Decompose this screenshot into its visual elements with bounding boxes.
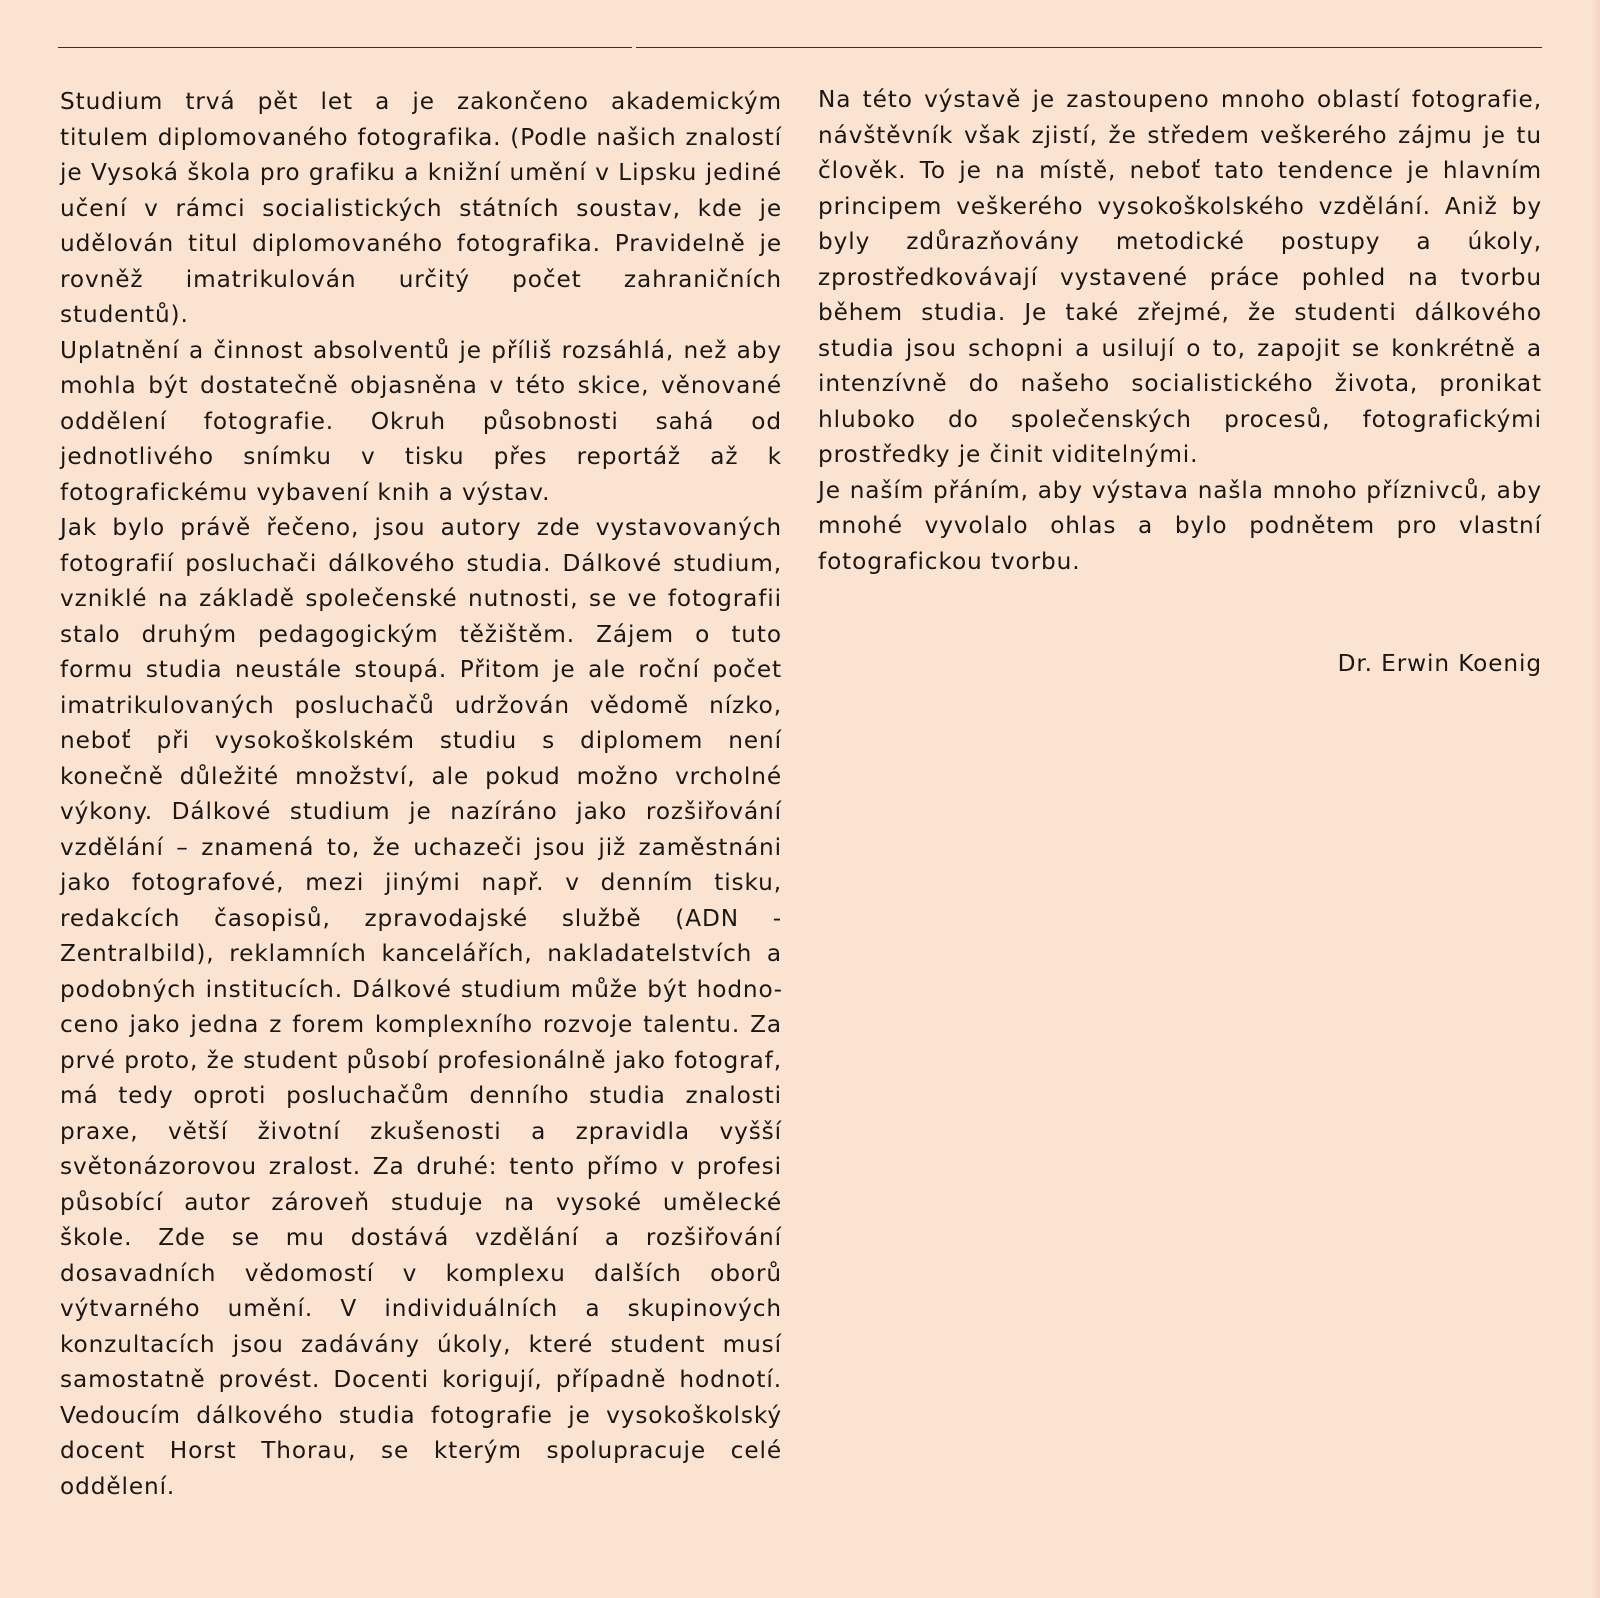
paragraph: Na této výstavě je zastoupeno mnoho oblastí fotografie, návštěvník však zjistí, že středem veškerého zájmu je tu člověk. To je na místě, neboť tato tendence je hlavním principem veškerého vysokoškolského vzdělání. Aniž by byly zdůrazňovány metodické postupy a úkoly, zprostředkovávají vystavené práce pohled na tvorbu během studia. Je také zřejmé, že studenti dálkového studia jsou schopni a usilují o to, zapojit se konkrétně a intenzívně do našeho socialistického života, pronikat hluboko do společenských procesů, fotografickými prostředky je činit viditelnými. (818, 86, 1542, 468)
top-rule-right (636, 47, 1542, 48)
top-rule-left (58, 47, 632, 48)
paragraph: Jak bylo právě řečeno, jsou autory zde vystavovaných fotografií posluchači dálkového studia. Dálkové studium, vzniklé na základě společenské nutnosti, se ve fotografii stalo druhým pedagogickým těžištěm. Zájem o tuto formu studia neustále stoupá. Přitom je ale roční počet imatrikulovaných posluchačů udržován vědomě nízko, neboť při vysokoškolském studiu s diplomem není konečně důležité množství, ale pokud možno vrcholné výkony. Dálkové studium je nazíráno jako rozšiřování vzdělání – znamená to, že uchazeči jsou již zaměstnáni jako fotografové, mezi jinými např. v denním tisku, redakcích časopisů, zpravodajské službě (ADN - Zentralbild), reklamních kancelářích, nakladatelstvích a podobných institucích. Dálkové studium může být hodnoceno jako jedna z forem komplexního rozvoje talentu. Za prvé proto, že student působí profesionálně jako fotograf, má tedy oproti posluchačům denního studia znalosti praxe, větší životní zkušenosti a zpravidla vyšší světonázorovou zralost. Za druhé: tento přímo v profesi působící autor zároveň studuje na vysoké umělecké škole. Zde se mu dostává vzdělání a rozšiřování dosavadních vědomostí v komplexu dalších oborů výtvarného umění. V individuálních a skupinových konzultacích jsou zadávány úkoly, které student musí samostatně provést. Docenti korigují, případně hodnotí. Vedoucím dálkového studia fotografie je vysokoškolský docent Horst Thorau, se kterým spolupracuje celé oddělení. (60, 514, 782, 1500)
paragraph: Studium trvá pět let a je zakončeno akademickým titulem diplomovaného fotografika. (Podle našich znalostí je Vysoká škola pro grafiku a knižní umění v Lipsku jediné učení v rámci socialistických státních soustav, kde je udělován titul diplomovaného fotografika. Pravidelně je rovněž imatrikulován určitý počet zahraničních studentů). (60, 88, 782, 328)
author-signature: Dr. Erwin Koenig (1337, 650, 1542, 677)
right-text-column (818, 82, 1542, 579)
page-edge (1592, 0, 1600, 1598)
paragraph: Je naším přáním, aby výstava našla mnoho příznivců, aby mnohé vyvolalo ohlas a bylo podnětem pro vlastní fotografickou tvorbu. (818, 476, 1542, 575)
left-text-column (60, 84, 782, 1504)
paragraph: Uplatnění a činnost absolventů je příliš rozsáhlá, než aby mohla být dostatečně objasněna v této skice, věnované oddělení fotografie. Okruh působnosti sahá od jednotlivého snímku v tisku přes reportáž až k fotografickému vybavení knih a výstav. (60, 336, 782, 506)
